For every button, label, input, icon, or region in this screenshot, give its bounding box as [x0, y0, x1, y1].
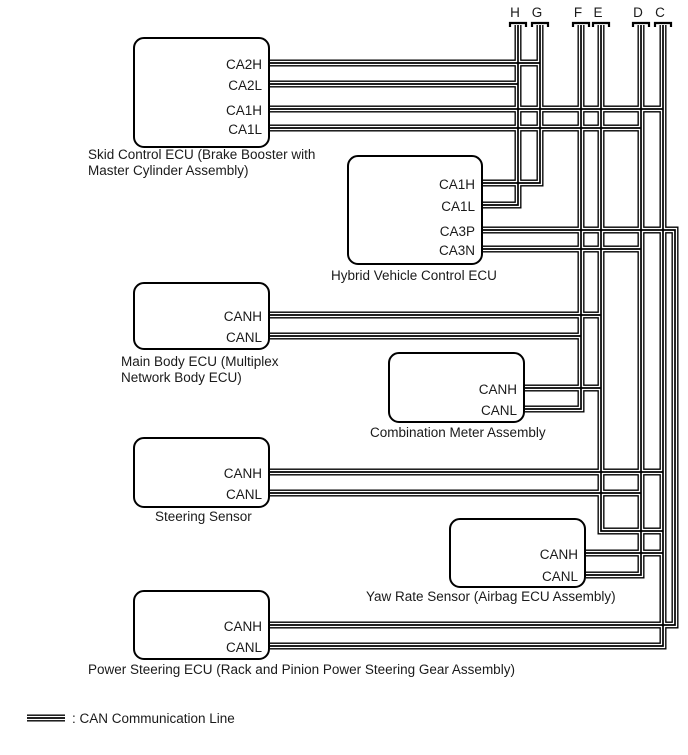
ecu-box-skid-control [133, 37, 270, 148]
ecu-caption-skid-control [88, 147, 315, 179]
caption-line: Steering Sensor [155, 509, 252, 524]
pin-label: CANH [223, 466, 262, 481]
pin-label: CA2L [228, 78, 262, 93]
caption-line: Power Steering ECU (Rack and Pinion Power Steering Gear Assembly) [88, 662, 515, 677]
caption-line: Hybrid Vehicle Control ECU [331, 268, 497, 283]
ecu-caption-main-body [121, 354, 279, 386]
legend-text: : CAN Communication Line [72, 711, 235, 726]
ecu-box-hybrid-vehicle-control [347, 155, 483, 265]
ecu-caption-hybrid-vehicle-control [331, 268, 497, 284]
caption-line: Yaw Rate Sensor (Airbag ECU Assembly) [366, 589, 616, 604]
connector-label-g: G [531, 5, 543, 20]
caption-line: Network Body ECU) [121, 370, 242, 385]
pin-label: CA2H [225, 57, 262, 72]
pin-label: CANH [539, 547, 578, 562]
pin-label: CANL [480, 403, 517, 418]
connector-label-c: C [655, 5, 665, 20]
pin-label: CA3P [439, 224, 475, 239]
pin-label: CA1L [441, 199, 475, 214]
connector-label-h: H [510, 5, 520, 20]
pin-label: CA1L [228, 122, 262, 137]
pin-label: CA3N [438, 243, 475, 258]
ecu-caption-power-steering [88, 662, 515, 678]
connector-label-e: E [593, 5, 603, 20]
pin-label: CANL [225, 330, 262, 345]
connector-label-d: D [633, 5, 643, 20]
connector-label-f: F [573, 5, 583, 20]
ecu-caption-steering-sensor [155, 509, 252, 525]
caption-line: Combination Meter Assembly [370, 425, 546, 440]
ecu-caption-yaw-rate-sensor [366, 589, 616, 605]
pin-label: CA1H [438, 177, 475, 192]
ecu-box-main-body [133, 282, 270, 350]
pin-label: CANL [541, 569, 578, 584]
pin-label: CANL [225, 487, 262, 502]
ecu-box-yaw-rate-sensor [449, 518, 586, 588]
pin-label: CANH [478, 382, 517, 397]
pin-label: CANL [225, 640, 262, 655]
ecu-box-power-steering [133, 590, 270, 660]
caption-line: Skid Control ECU (Brake Booster with [88, 147, 316, 162]
ecu-box-combination-meter [388, 352, 525, 423]
pin-label: CANH [223, 619, 262, 634]
ecu-box-steering-sensor [133, 437, 270, 508]
caption-line: Master Cylinder Assembly) [88, 163, 249, 178]
pin-label: CANH [223, 309, 262, 324]
caption-line: Main Body ECU (Multiplex [121, 354, 279, 369]
ecu-caption-combination-meter [370, 425, 546, 441]
pin-label: CA1H [225, 103, 262, 118]
